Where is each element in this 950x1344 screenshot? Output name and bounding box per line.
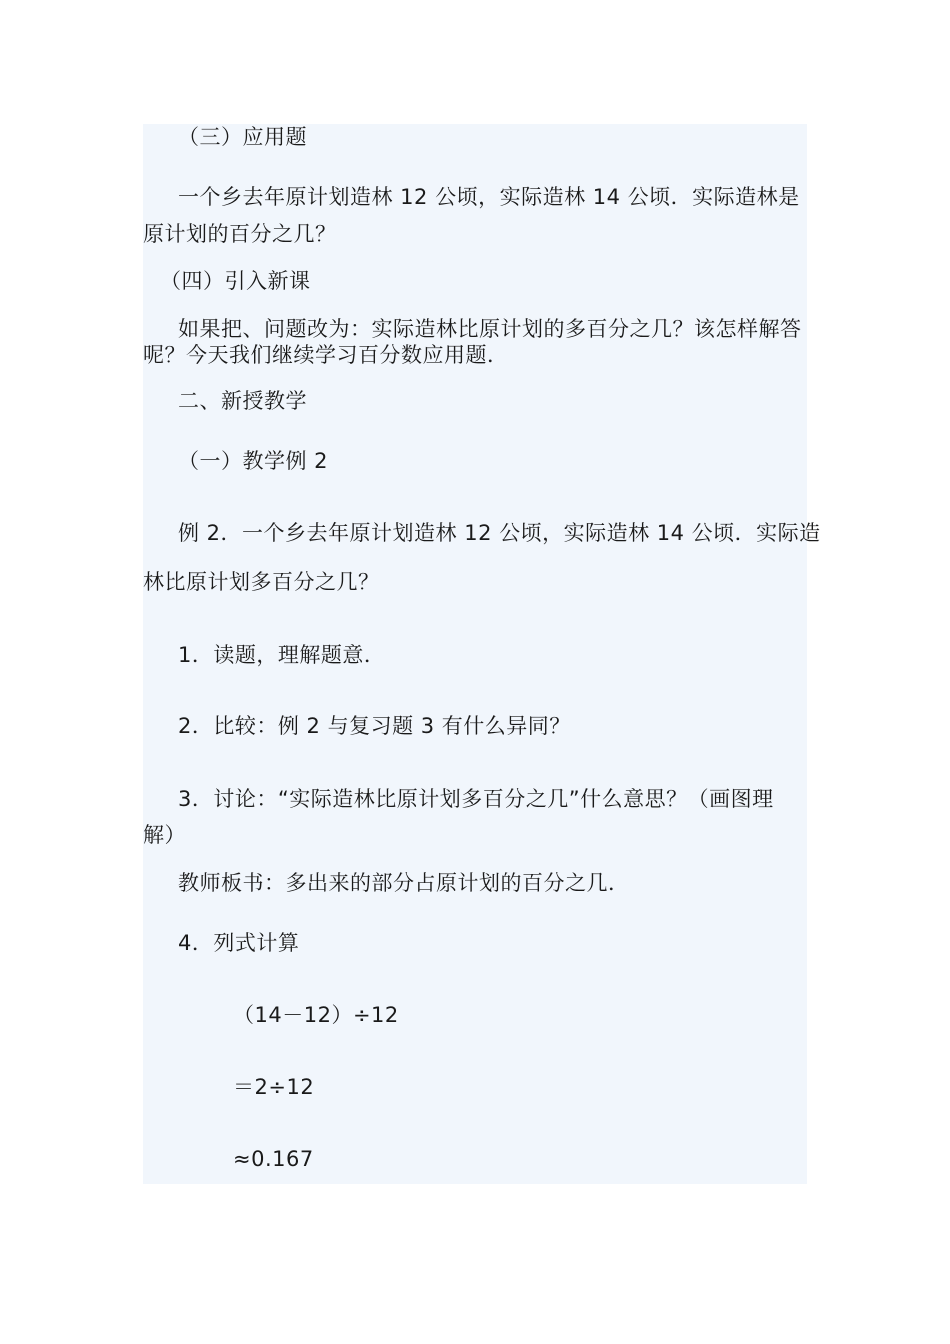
formula-line-3: ≈0.167 (233, 1147, 314, 1171)
step-3-discuss-line-2: 解） (143, 823, 186, 847)
teacher-board-note: 教师板书：多出来的部分占原计划的百分之几． (178, 871, 630, 895)
formula-line-2: ＝2÷12 (233, 1075, 315, 1099)
subsection-heading-example-2: （一）教学例 2 (178, 449, 329, 473)
intro-text-line-2: 呢？今天我们继续学习百分数应用题． (143, 343, 509, 367)
formula-line-1: （14－12）÷12 (233, 1003, 399, 1027)
step-1-read: 1．读题，理解题意． (178, 643, 386, 667)
section-heading-new-teaching: 二、新授教学 (178, 389, 307, 413)
step-3-discuss-line-1: 3．讨论：“实际造林比原计划多百分之几”什么意思？（画图理 (178, 787, 774, 811)
example-text-line-2: 林比原计划多百分之几？ (143, 570, 380, 594)
problem-text-line-1: 一个乡去年原计划造林 12 公顷，实际造林 14 公顷．实际造林是 (178, 185, 800, 209)
step-4-calculate: 4．列式计算 (178, 931, 300, 955)
section-heading-new-lesson: （四）引入新课 (160, 269, 311, 293)
intro-text-line-1: 如果把、问题改为：实际造林比原计划的多百分之几？该怎样解答 (178, 317, 802, 341)
example-text-line-1: 例 2．一个乡去年原计划造林 12 公顷，实际造林 14 公顷．实际造 (178, 521, 821, 545)
step-2-compare: 2．比较：例 2 与复习题 3 有什么异同？ (178, 714, 571, 738)
problem-text-line-2: 原计划的百分之几？ (143, 222, 337, 246)
section-heading-application: （三）应用题 (178, 125, 307, 149)
